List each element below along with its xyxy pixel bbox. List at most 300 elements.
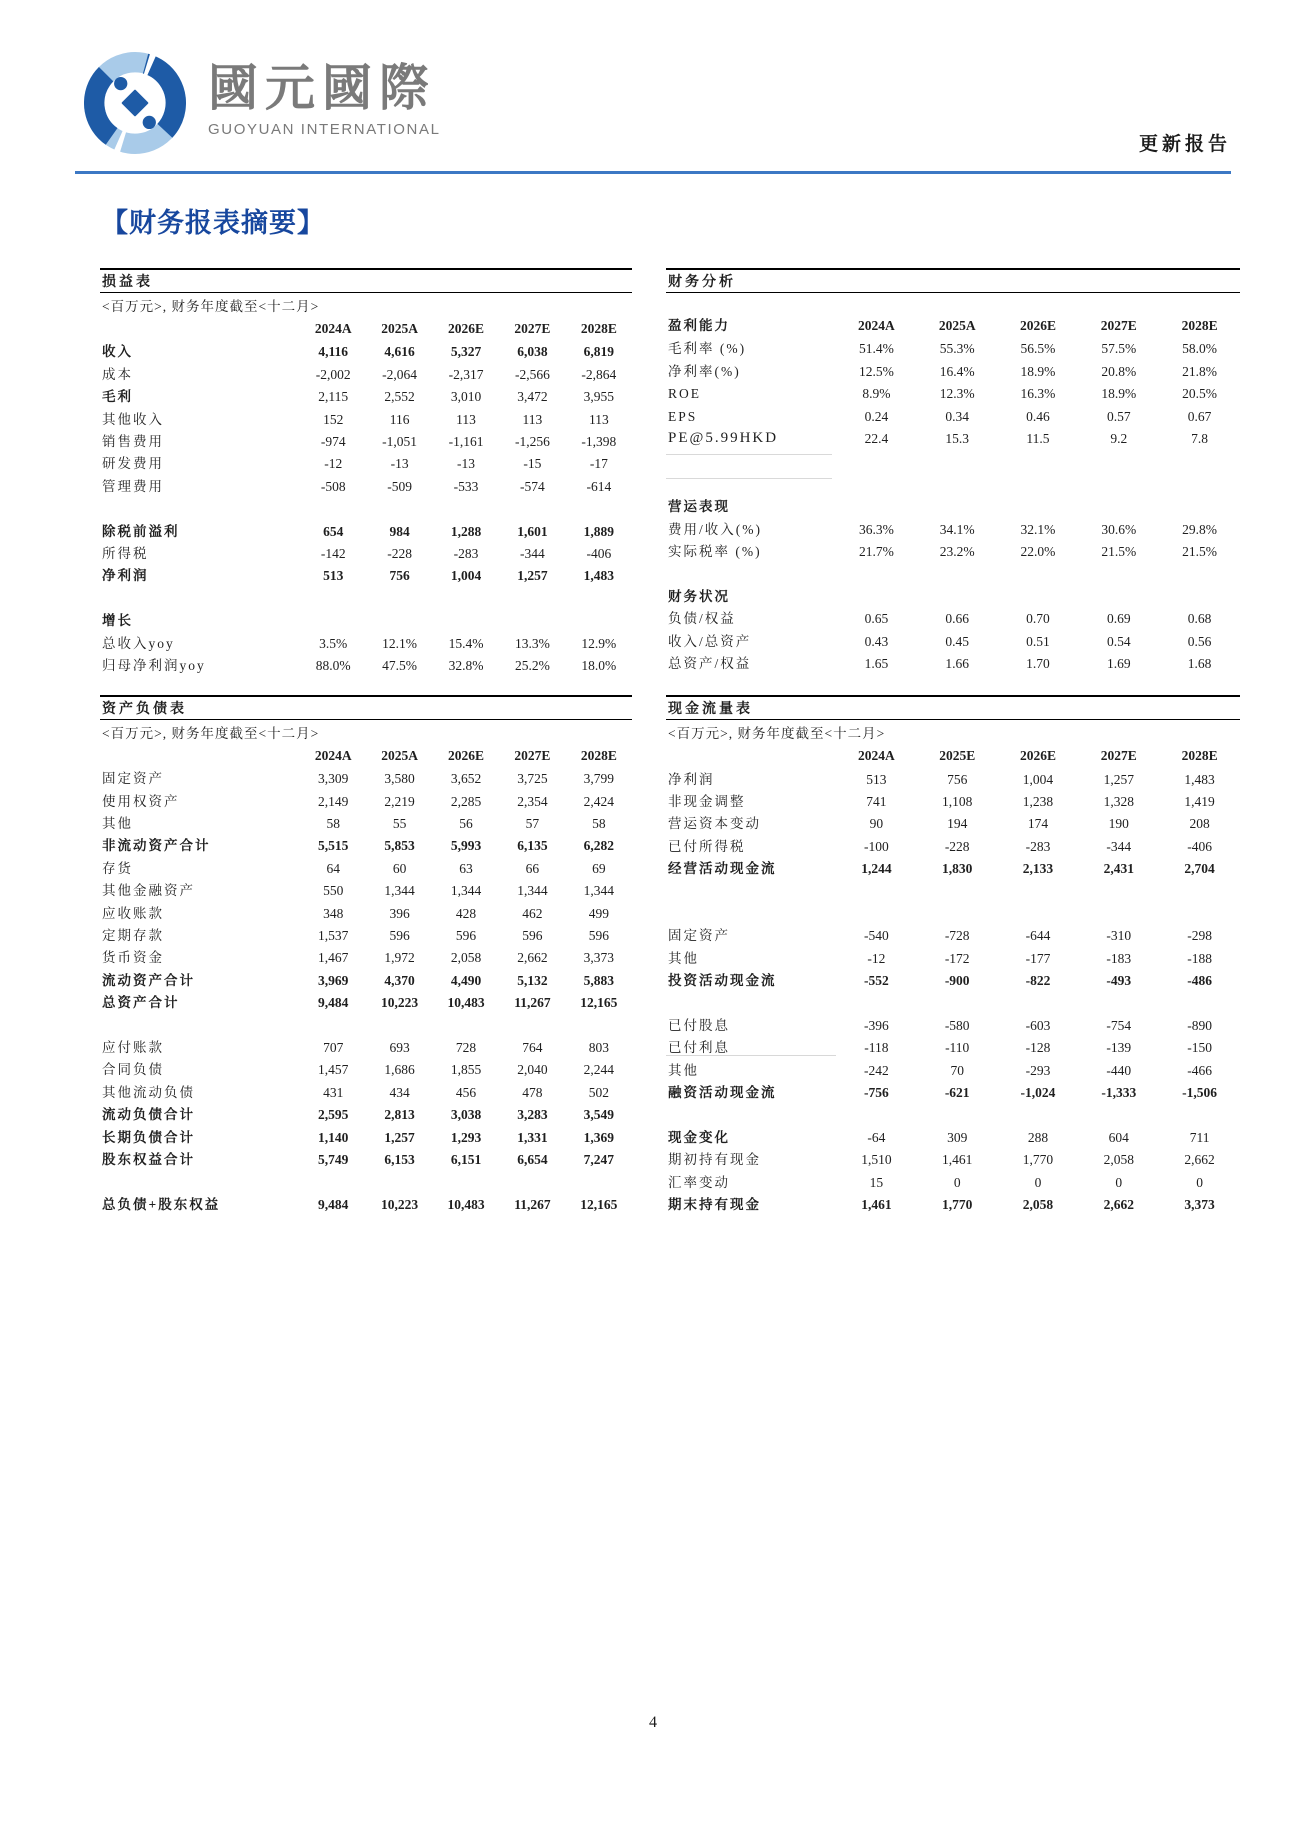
row-label: 其他 xyxy=(668,1062,699,1078)
value-cell: 2,704 xyxy=(1184,861,1215,877)
value-cell: 3,373 xyxy=(583,950,615,966)
value-cell: -1,333 xyxy=(1101,1084,1137,1100)
value-cell: -2,566 xyxy=(514,366,550,382)
value-cell: 1,328 xyxy=(1103,793,1134,809)
value-cell: -822 xyxy=(1025,973,1051,989)
value-cell: 596 xyxy=(588,928,609,944)
table-row xyxy=(100,835,632,857)
year-header-cell: 2028E xyxy=(1181,318,1218,334)
value-cell: 2,058 xyxy=(1022,1196,1054,1212)
year-header-cell: 2024A xyxy=(858,318,895,334)
row-label: 管理费用 xyxy=(102,478,164,494)
table-row xyxy=(666,360,1240,382)
value-cell: 1,770 xyxy=(1022,1152,1054,1168)
value-cell: 1,483 xyxy=(583,568,615,584)
value-cell: 21.7% xyxy=(858,544,894,560)
value-cell: 6,819 xyxy=(583,344,615,360)
value-cell: -172 xyxy=(944,950,970,966)
table-row xyxy=(100,654,632,676)
value-cell: 1,140 xyxy=(318,1129,349,1145)
value-cell: 2,244 xyxy=(583,1062,615,1078)
value-cell: 56.5% xyxy=(1020,341,1056,357)
value-cell: 3.5% xyxy=(319,635,348,651)
value-cell: 2,149 xyxy=(318,793,349,809)
value-cell: 3,652 xyxy=(450,771,482,787)
value-cell: 2,354 xyxy=(517,793,548,809)
value-cell: 0 xyxy=(1115,1174,1123,1190)
value-cell: 18.9% xyxy=(1020,363,1056,379)
value-cell: -150 xyxy=(1187,1040,1212,1056)
value-cell: -13 xyxy=(457,456,476,472)
value-cell: 3,580 xyxy=(384,771,415,787)
table-row xyxy=(100,1149,632,1171)
row-label: 总资产/权益 xyxy=(668,656,752,672)
value-cell: 1,244 xyxy=(861,861,892,877)
table-row xyxy=(100,1104,632,1126)
value-cell: 15.3 xyxy=(945,431,969,446)
year-header-cell: 2028E xyxy=(1181,748,1218,764)
year-header-cell: 2026E xyxy=(448,321,485,337)
value-cell: -1,051 xyxy=(382,434,418,449)
row-label: 所得税 xyxy=(102,545,149,561)
value-cell: 3,725 xyxy=(517,771,548,787)
value-cell: 3,799 xyxy=(583,771,615,787)
value-cell: 756 xyxy=(389,568,410,584)
value-cell: -1,024 xyxy=(1020,1084,1056,1100)
value-cell: 309 xyxy=(947,1129,968,1145)
value-cell: 513 xyxy=(323,568,344,584)
row-label: 已付所得税 xyxy=(668,838,746,854)
row-label: PE@5.99HKD xyxy=(668,430,779,447)
value-cell: 0.24 xyxy=(864,408,889,424)
row-label: 其他收入 xyxy=(102,411,164,427)
value-cell: 5,327 xyxy=(450,344,482,360)
table-row xyxy=(100,453,632,475)
table-title: 财务分析 xyxy=(666,268,1240,293)
row-label: 负债/权益 xyxy=(668,611,736,627)
value-cell: 0.43 xyxy=(864,633,889,649)
value-cell: 64 xyxy=(326,860,340,876)
value-cell: -283 xyxy=(1025,838,1051,854)
value-cell: 499 xyxy=(588,905,609,921)
value-cell: 51.4% xyxy=(858,341,894,357)
table-row xyxy=(666,790,1240,812)
value-cell: 12.5% xyxy=(858,363,894,379)
value-cell: 21.5% xyxy=(1182,544,1218,560)
value-cell: 2,133 xyxy=(1022,861,1054,877)
row-label: 现金变化 xyxy=(668,1129,730,1145)
value-cell: 3,010 xyxy=(450,389,482,405)
value-cell: 1,004 xyxy=(1022,771,1054,787)
value-cell: 66 xyxy=(525,860,540,876)
value-cell: -890 xyxy=(1187,1017,1212,1033)
value-cell: 1,369 xyxy=(583,1129,615,1145)
value-cell: 2,662 xyxy=(1103,1196,1134,1212)
value-cell: -118 xyxy=(864,1040,889,1056)
value-cell: 2,662 xyxy=(1184,1152,1215,1168)
row-label: 盈利能力 xyxy=(668,318,730,334)
table-row xyxy=(666,586,1240,608)
value-cell: 3,472 xyxy=(517,389,548,405)
value-cell: 1,467 xyxy=(318,950,349,966)
table-subtitle: <百万元>, 财务年度截至<十二月> xyxy=(102,725,320,741)
value-cell: 1.68 xyxy=(1187,656,1212,672)
year-header-cell: 2027E xyxy=(514,321,551,337)
value-cell: -533 xyxy=(453,478,479,494)
value-cell: -614 xyxy=(586,478,612,494)
row-label: 流动负债合计 xyxy=(102,1107,195,1123)
row-label: 股东权益合计 xyxy=(102,1151,195,1167)
value-cell: 3,038 xyxy=(450,1107,482,1123)
value-cell: 12.1% xyxy=(382,635,418,651)
value-cell: 1,601 xyxy=(517,523,548,539)
row-label: 固定资产 xyxy=(668,928,730,944)
value-cell: 3,309 xyxy=(318,771,349,787)
table-row xyxy=(666,858,1240,880)
value-cell: 9,484 xyxy=(318,995,349,1011)
value-cell: 57.5% xyxy=(1101,341,1137,357)
value-cell: 21.8% xyxy=(1182,363,1218,379)
row-label: EPS xyxy=(668,408,698,424)
value-cell: 16.4% xyxy=(939,363,975,379)
row-spacer xyxy=(666,293,1240,314)
row-label: 非流动资产合计 xyxy=(102,838,211,854)
value-cell: 113 xyxy=(588,411,609,427)
value-cell: 3,969 xyxy=(318,972,349,988)
value-cell: 11.5 xyxy=(1026,431,1050,446)
value-cell: 152 xyxy=(323,411,344,427)
value-cell: -228 xyxy=(944,838,970,854)
value-cell: 456 xyxy=(455,1084,477,1100)
value-cell: 8.9% xyxy=(862,386,891,402)
value-cell: 2,662 xyxy=(517,950,548,966)
table-row xyxy=(666,1082,1240,1104)
year-header-cell: 2026E xyxy=(448,748,485,764)
value-cell: 1.69 xyxy=(1106,656,1131,672)
value-cell: 0.66 xyxy=(945,611,969,627)
value-cell: 0.70 xyxy=(1026,611,1050,627)
value-cell: 22.4 xyxy=(864,431,889,446)
table-row xyxy=(666,1194,1240,1216)
value-cell: 2,552 xyxy=(384,389,415,405)
value-cell: 2,058 xyxy=(1103,1152,1134,1168)
value-cell: -344 xyxy=(520,545,545,561)
value-cell: -440 xyxy=(1106,1062,1132,1078)
value-cell: -900 xyxy=(944,973,970,989)
table-row xyxy=(100,947,632,969)
value-cell: -142 xyxy=(320,545,346,561)
row-label: 其他流动负债 xyxy=(102,1084,195,1100)
value-cell: 604 xyxy=(1108,1129,1129,1145)
value-cell: 502 xyxy=(588,1084,609,1100)
value-cell: -17 xyxy=(589,456,608,472)
value-cell: 63 xyxy=(459,860,473,876)
table-title: 损益表 xyxy=(100,268,632,293)
table-row xyxy=(666,925,1240,947)
value-cell: 56 xyxy=(459,816,473,832)
row-label: 汇率变动 xyxy=(668,1174,730,1190)
table-row xyxy=(666,338,1240,360)
table-row xyxy=(100,1037,632,1059)
year-header-cell: 2028E xyxy=(580,321,617,337)
value-cell: 5,132 xyxy=(517,972,548,988)
row-label: 成本 xyxy=(102,366,133,382)
value-cell: 288 xyxy=(1027,1129,1049,1145)
report-type-label: 更新报告 xyxy=(1138,134,1231,155)
table-row xyxy=(100,925,632,947)
year-header-cell: 2027E xyxy=(1100,318,1137,334)
value-cell: 113 xyxy=(522,411,543,427)
value-cell: 4,370 xyxy=(384,972,415,988)
year-header-cell: 2026E xyxy=(1019,318,1056,334)
value-cell: 25.2% xyxy=(514,657,550,673)
value-cell: 32.1% xyxy=(1020,521,1056,537)
value-cell: -2,864 xyxy=(581,366,617,382)
row-label: 使用权资产 xyxy=(102,793,180,809)
value-cell: -293 xyxy=(1025,1062,1051,1078)
table-row xyxy=(100,768,632,790)
value-cell: 478 xyxy=(522,1084,543,1100)
artifact-line xyxy=(666,478,832,479)
value-cell: 0.67 xyxy=(1187,408,1212,424)
value-cell: -2,064 xyxy=(382,366,418,382)
value-cell: 434 xyxy=(389,1084,410,1100)
value-cell: 2,115 xyxy=(318,389,349,405)
value-cell: 9,484 xyxy=(318,1196,349,1212)
table-row xyxy=(100,632,632,654)
value-cell: 32.8% xyxy=(448,657,484,673)
value-cell: 190 xyxy=(1108,816,1129,832)
table-row xyxy=(666,813,1240,835)
row-label: 收入/总资产 xyxy=(668,633,752,649)
table-row xyxy=(666,383,1240,405)
value-cell: -552 xyxy=(864,973,889,989)
row-label: 增长 xyxy=(102,613,133,629)
row-label: 非现金调整 xyxy=(668,793,746,809)
value-cell: 11,267 xyxy=(514,995,551,1011)
value-cell: 12,165 xyxy=(580,995,618,1011)
value-cell: 2,431 xyxy=(1103,861,1134,877)
value-cell: 1,331 xyxy=(517,1129,548,1145)
value-cell: 348 xyxy=(323,905,344,921)
value-cell: 3,373 xyxy=(1184,1196,1215,1212)
value-cell: 116 xyxy=(389,411,410,427)
value-cell: 0.69 xyxy=(1106,611,1131,627)
value-cell: 30.6% xyxy=(1101,521,1137,537)
value-cell: -15 xyxy=(523,456,542,472)
row-label: 归母净利润yoy xyxy=(102,657,206,673)
value-cell: 90 xyxy=(869,816,884,832)
value-cell: 0.68 xyxy=(1187,611,1212,627)
value-cell: 55.3% xyxy=(939,341,975,357)
value-cell: 113 xyxy=(456,411,476,427)
value-cell: 10,483 xyxy=(447,1196,485,1212)
table-row xyxy=(100,880,632,902)
row-label: 财务状况 xyxy=(668,588,730,604)
row-label: 除税前溢利 xyxy=(102,523,180,539)
year-header-cell: 2025A xyxy=(381,748,418,764)
value-cell: 741 xyxy=(866,793,887,809)
value-cell: 5,993 xyxy=(450,838,482,854)
artifact-line xyxy=(666,454,832,455)
value-cell: 513 xyxy=(866,771,887,787)
row-label: 流动资产合计 xyxy=(102,972,195,988)
value-cell: 2,595 xyxy=(318,1107,349,1123)
page-number: 4 xyxy=(649,1714,657,1731)
table-row xyxy=(100,1059,632,1081)
row-label: 投资活动现金流 xyxy=(668,973,777,989)
value-cell: 1,461 xyxy=(861,1196,892,1212)
value-cell: 596 xyxy=(455,928,477,944)
value-cell: 1,770 xyxy=(942,1196,973,1212)
table-row xyxy=(100,744,632,768)
row-label: 费用/收入(%) xyxy=(668,521,762,537)
section-spacer xyxy=(100,677,632,695)
value-cell: -1,398 xyxy=(581,434,617,449)
year-header-cell: 2025A xyxy=(938,318,976,334)
row-label: 其他 xyxy=(102,816,133,832)
value-cell: -12 xyxy=(867,950,886,966)
table-row xyxy=(100,431,632,453)
value-cell: 20.8% xyxy=(1101,363,1137,379)
value-cell: -974 xyxy=(320,434,346,449)
value-cell: -509 xyxy=(387,478,412,494)
brand xyxy=(84,52,441,154)
value-cell: 1,510 xyxy=(861,1152,892,1168)
table-row xyxy=(100,543,632,565)
value-cell: 36.3% xyxy=(858,521,894,537)
value-cell: 3,549 xyxy=(583,1107,615,1123)
value-cell: -310 xyxy=(1106,928,1132,944)
value-cell: -603 xyxy=(1025,1017,1051,1033)
value-cell: -1,256 xyxy=(514,434,550,449)
value-cell: 0.51 xyxy=(1026,633,1050,649)
table-row xyxy=(666,496,1240,518)
page-title: 【财务报表摘要】 xyxy=(101,208,325,238)
table-row xyxy=(100,341,632,363)
table-row xyxy=(100,1081,632,1103)
value-cell: 1,238 xyxy=(1022,793,1054,809)
value-cell: 11,267 xyxy=(514,1196,551,1212)
value-cell: 12.9% xyxy=(581,635,617,651)
value-cell: 2,219 xyxy=(384,793,415,809)
table-row xyxy=(666,314,1240,338)
value-cell: 15 xyxy=(869,1174,884,1190)
row-label: 已付利息 xyxy=(666,1041,836,1055)
value-cell: 1,889 xyxy=(583,523,615,539)
value-cell: 0.57 xyxy=(1106,408,1131,424)
value-cell: 1,483 xyxy=(1184,771,1215,787)
cash-flow-table xyxy=(666,695,1240,1216)
value-cell: 15.4% xyxy=(448,635,484,651)
year-header-cell: 2025A xyxy=(381,321,418,337)
row-label: 总资产合计 xyxy=(102,995,180,1011)
row-label: 存货 xyxy=(102,860,133,876)
value-cell: 4,490 xyxy=(450,972,482,988)
right-column xyxy=(666,268,1240,1216)
value-cell: 462 xyxy=(522,905,543,921)
row-label: 营运表现 xyxy=(668,499,730,515)
value-cell: 20.5% xyxy=(1182,386,1218,402)
value-cell: -2,317 xyxy=(448,366,484,382)
table-row xyxy=(666,1059,1240,1081)
value-cell: 1,830 xyxy=(942,861,973,877)
value-cell: -466 xyxy=(1187,1062,1212,1078)
row-label: 融资活动现金流 xyxy=(668,1084,777,1100)
row-label: 毛利率 (%) xyxy=(668,341,747,357)
value-cell: 596 xyxy=(522,928,543,944)
value-cell: 2,424 xyxy=(583,793,615,809)
row-label: 应付账款 xyxy=(102,1039,164,1055)
value-cell: 1,293 xyxy=(450,1129,482,1145)
value-cell: 88.0% xyxy=(315,657,351,673)
row-label: 净利率(%) xyxy=(668,363,741,379)
brand-text xyxy=(208,52,441,138)
value-cell: 1,288 xyxy=(450,523,482,539)
value-cell: -754 xyxy=(1106,1017,1132,1033)
value-cell: -283 xyxy=(453,545,479,561)
row-label: 其他金融资产 xyxy=(102,883,195,899)
value-cell: 70 xyxy=(950,1062,964,1078)
value-cell: 0.54 xyxy=(1106,633,1131,649)
value-cell: 194 xyxy=(947,816,968,832)
value-cell: 1,108 xyxy=(942,793,973,809)
value-cell: 1.65 xyxy=(864,656,889,672)
row-label: 净利润 xyxy=(668,771,715,787)
value-cell: -188 xyxy=(1187,950,1212,966)
value-cell: 431 xyxy=(323,1084,344,1100)
value-cell: -12 xyxy=(324,456,343,472)
value-cell: 13.3% xyxy=(514,635,550,651)
value-cell: 6,153 xyxy=(384,1151,415,1167)
value-cell: 6,151 xyxy=(450,1151,482,1167)
table-row xyxy=(666,428,1240,450)
value-cell: 208 xyxy=(1189,816,1210,832)
row-label: 货币资金 xyxy=(102,950,164,966)
value-cell: 1,686 xyxy=(384,1062,415,1078)
table-row xyxy=(100,565,632,587)
table-row xyxy=(100,857,632,879)
section-spacer xyxy=(666,675,1240,695)
value-cell: 1,344 xyxy=(384,883,415,899)
value-cell: -100 xyxy=(864,838,889,854)
value-cell: 550 xyxy=(323,883,344,899)
balance-sheet-table xyxy=(100,695,632,1216)
year-header-cell: 2027E xyxy=(514,748,551,764)
value-cell: 6,135 xyxy=(517,838,548,854)
row-label: 营运资本变动 xyxy=(668,816,761,832)
value-cell: 1,344 xyxy=(450,883,482,899)
value-cell: 654 xyxy=(323,523,344,539)
row-label: 应收账款 xyxy=(102,905,164,921)
row-label: 定期存款 xyxy=(102,928,164,944)
value-cell: 3,955 xyxy=(583,389,615,405)
value-cell: -540 xyxy=(864,928,889,944)
table-row xyxy=(666,1171,1240,1193)
value-cell: 58.0% xyxy=(1182,341,1218,357)
value-cell: 1,257 xyxy=(1103,771,1134,787)
value-cell: 1,344 xyxy=(583,883,615,899)
value-cell: -756 xyxy=(864,1084,889,1100)
value-cell: 16.3% xyxy=(1020,386,1056,402)
value-cell: 396 xyxy=(389,905,410,921)
table-row xyxy=(666,970,1240,992)
table-row xyxy=(100,1126,632,1148)
value-cell: 2,058 xyxy=(450,950,482,966)
value-cell: 1,257 xyxy=(384,1129,415,1145)
value-cell: 6,282 xyxy=(583,838,615,854)
value-cell: -2,002 xyxy=(315,366,351,382)
